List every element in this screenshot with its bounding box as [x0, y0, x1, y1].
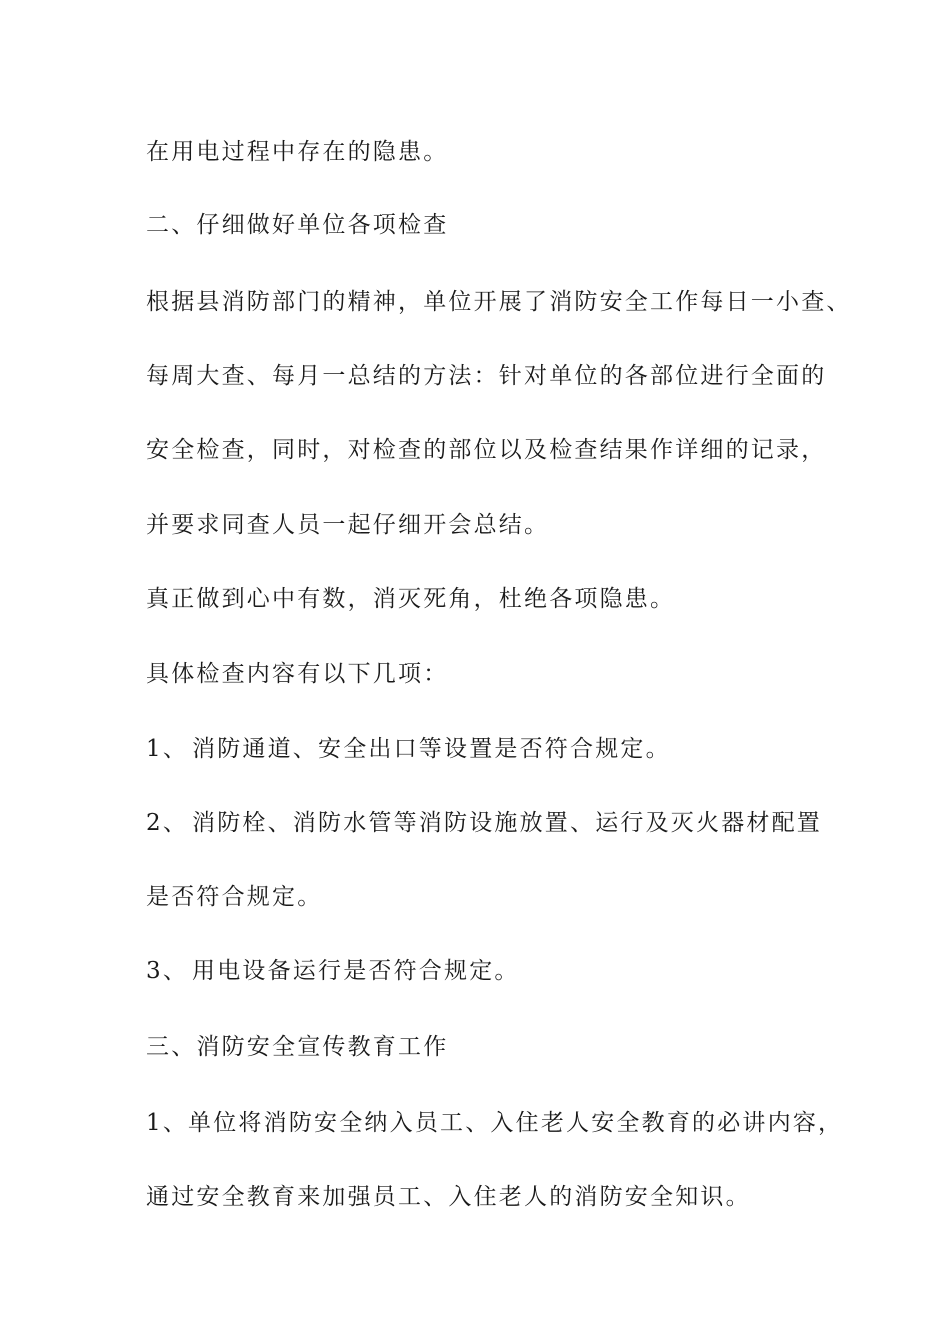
list-item-number: 3、 — [146, 958, 189, 984]
paragraph-line: 在用电过程中存在的隐患。 — [146, 139, 449, 165]
list-item — [146, 734, 671, 764]
list-item-number: 1、 — [146, 736, 189, 762]
list-item-text: 消防通道、安全出口等设置是否符合规定。 — [192, 736, 671, 762]
paragraph-line: 通过安全教育来加强员工、入住老人的消防安全知识。 — [146, 1184, 751, 1210]
section-heading: 二、仔细做好单位各项检查 — [146, 212, 449, 238]
list-item-text: 消防栓、消防水管等消防设施放置、运行及灭火器材配置 — [192, 810, 822, 836]
paragraph-line: 安全检查，同时，对检查的部位以及检查结果作详细的记录， — [146, 437, 827, 463]
paragraph-line: 根据县消防部门的精神，单位开展了消防安全工作每日一小查、 — [146, 289, 852, 315]
paragraph-line: 并要求同查人员一起仔细开会总结。 — [146, 512, 550, 538]
paragraph-line: 每周大查、每月一总结的方法：针对单位的各部位进行全面的 — [146, 363, 827, 389]
list-item-text: 用电设备运行是否符合规定。 — [192, 958, 520, 984]
section-heading: 三、消防安全宣传教育工作 — [146, 1034, 449, 1060]
paragraph-line: 1、单位将消防安全纳入员工、入住老人安全教育的必讲内容， — [146, 1110, 844, 1136]
paragraph-line: 是否符合规定。 — [146, 884, 323, 910]
paragraph-line: 具体检查内容有以下几项： — [146, 661, 449, 687]
list-item — [146, 808, 822, 838]
list-item — [146, 956, 520, 986]
paragraph-line: 真正做到心中有数，消灭死角，杜绝各项隐患。 — [146, 586, 676, 612]
list-item-number: 2、 — [146, 810, 189, 836]
